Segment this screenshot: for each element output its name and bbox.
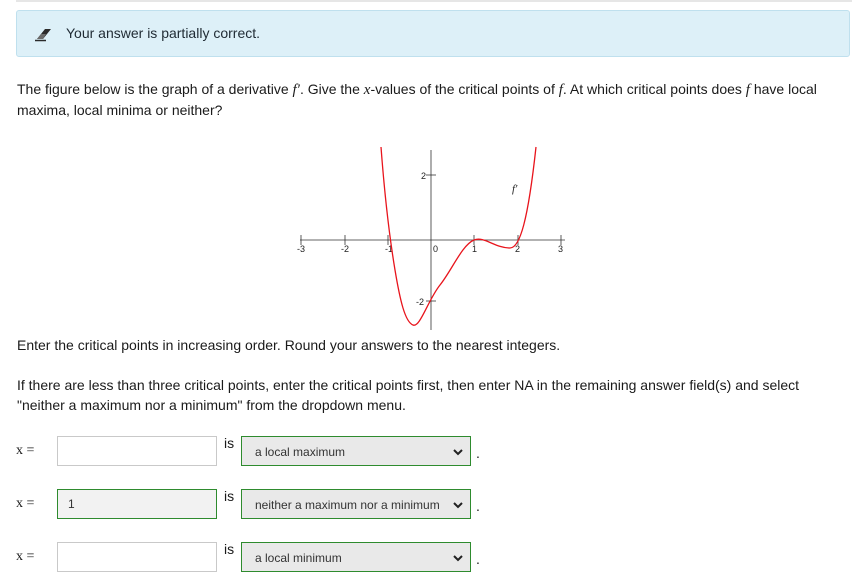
x-tick-label: 2 [515,244,521,254]
x-tick-label: -2 [341,244,350,254]
top-divider [16,0,852,2]
critical-point-input-2[interactable] [57,489,217,519]
answer-row-1: x = is a local maximum . [0,435,859,469]
instruction-na: If there are less than three critical points, enter the critical points first, then enter NA in the remaining answer field(s) and select "neither a maximum nor a minimum" from the dropdown menu. [17,377,800,413]
is-label: is [224,435,235,451]
y-tick-label: -2 [416,297,425,307]
y-tick-label: 2 [421,171,427,181]
x-tick-label: 3 [558,244,564,254]
derivative-curve [381,147,536,325]
classification-select-1[interactable]: a local maximum [241,436,471,466]
curve-label: f′ [512,183,518,195]
is-label: is [224,488,235,504]
question-text: The figure below is the graph of a derivative f′. Give the x-values of the critical points of f. At which critical points does f have local maxima, local minima or neither? [17,81,817,118]
x-label: x = [16,443,35,458]
chevron-down-icon [452,552,464,564]
x-label: x = [16,496,35,511]
classification-select-2[interactable]: neither a maximum nor a minimum [241,489,471,519]
x-tick-label: -1 [385,244,394,254]
answer-row-2: x = 1 is neither a maximum nor a minimum . [0,488,859,522]
x-tick-label: -3 [297,244,306,254]
instruction-rounding: Enter the critical points in increasing order. Round your answers to the nearest integers. [17,337,561,353]
x-tick-label: 1 [472,244,478,254]
chevron-down-icon [452,499,464,511]
answer-row-3: x = is a local minimum . [0,541,859,575]
eraser-icon [33,26,53,42]
critical-point-input-3[interactable] [57,542,217,572]
x-label: x = [16,549,35,564]
feedback-banner [16,10,850,57]
banner-message: Your answer is partially correct. [66,25,261,41]
is-label: is [224,541,235,557]
critical-point-input-1[interactable] [57,436,217,466]
chevron-down-icon [452,446,464,458]
x-tick-label: 0 [433,244,439,254]
derivative-graph [290,140,580,335]
classification-select-3[interactable]: a local minimum [241,542,471,572]
